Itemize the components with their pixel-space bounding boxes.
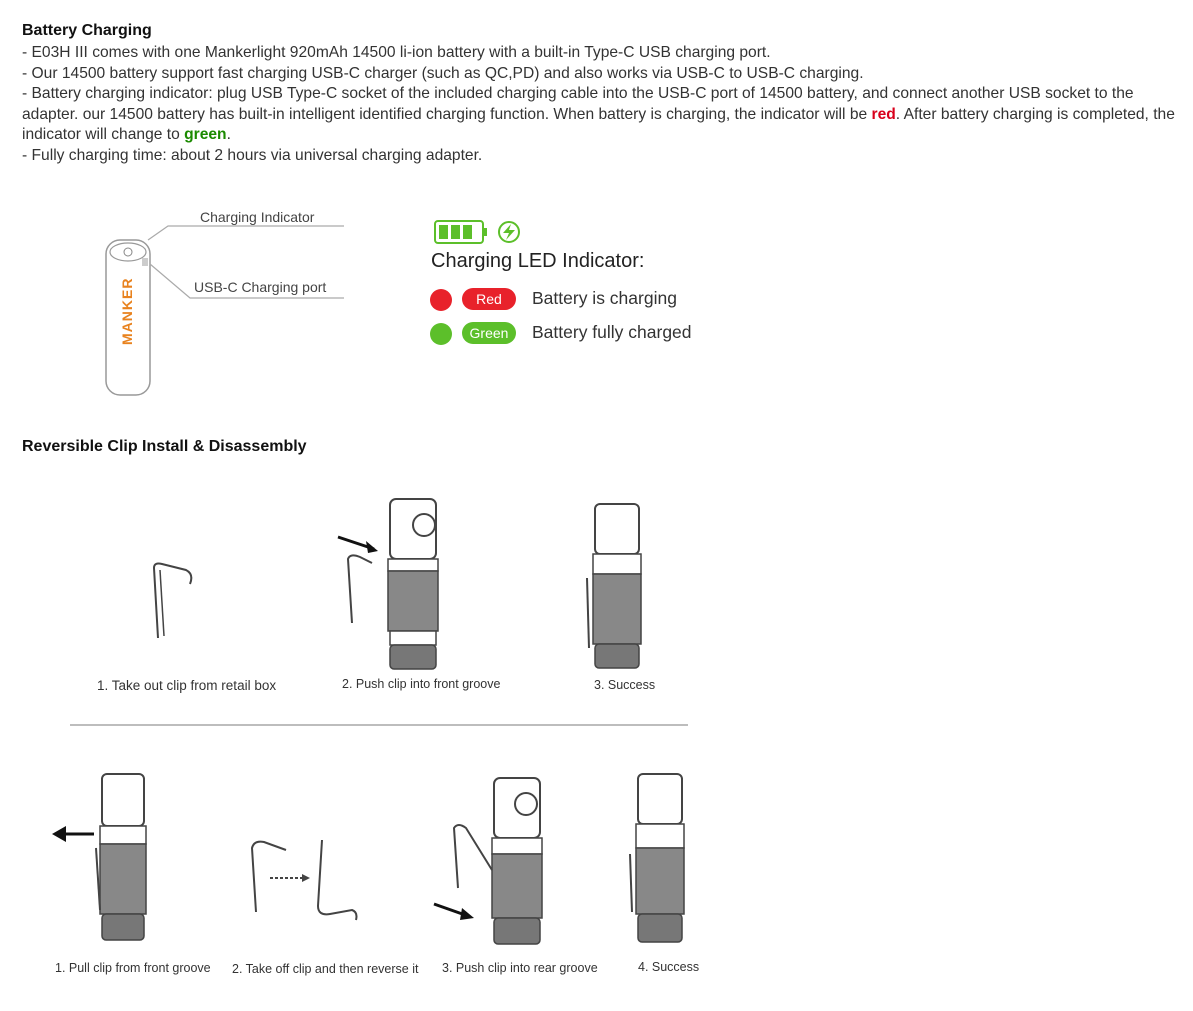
reverse-step-4: 4. Success <box>638 960 700 974</box>
headlamp-success-illustration <box>585 498 655 678</box>
section-divider <box>70 724 688 726</box>
label-usb-c-port: USB-C Charging port <box>194 279 327 295</box>
headlamp-final-success-illustration <box>628 770 698 950</box>
led-indicator-title: Charging LED Indicator: <box>431 250 645 272</box>
charging-line-3-b: . After battery charging is completed, the indicator will change to <box>22 105 1175 143</box>
label-charging-indicator: Charging Indicator <box>200 209 315 225</box>
clip-reverse-illustration <box>240 836 370 926</box>
install-step-2: 2. Push clip into front groove <box>342 677 501 691</box>
battery-charging-icon <box>434 219 524 245</box>
section-heading-clip: Reversible Clip Install & Disassembly <box>22 438 307 455</box>
reverse-step-1: 1. Pull clip from front groove <box>55 961 211 975</box>
green-status-text: Battery fully charged <box>532 322 692 342</box>
red-dot-icon <box>430 289 452 311</box>
install-step-1: 1. Take out clip from retail box <box>97 678 277 693</box>
charging-description <box>22 43 1182 166</box>
charging-line-2: - Our 14500 battery support fast charging USB-C charger (such as QC,PD) and also works via USB-C to USB-C charging. <box>22 64 864 82</box>
indicator-green-word: green <box>184 126 227 143</box>
charging-line-3-c: . <box>226 126 231 143</box>
clip-illustration <box>150 562 200 642</box>
charging-line-1: - E03H III comes with one Mankerlight 920mAh 14500 li-ion battery with a built-in Type-C USB charging port. <box>22 44 771 61</box>
green-dot-icon <box>430 323 452 345</box>
reverse-step-2: 2. Take off clip and then reverse it <box>232 962 419 976</box>
headlamp-pull-clip-illustration <box>50 770 160 950</box>
install-step-3: 3. Success <box>594 678 656 692</box>
red-status-text: Battery is charging <box>532 288 677 308</box>
charging-line-3 <box>22 84 1182 146</box>
charging-line-3-a: - Battery charging indicator: plug USB Type-C socket of the included charging cable into the USB-C port of 14500 battery, and connect another USB socket to the adapter. our 14500 battery has built-in intelligent identified charging function. When battery is charging, the indicator will be <box>22 85 1134 123</box>
green-badge: Green <box>462 322 516 344</box>
red-badge: Red <box>462 288 516 310</box>
headlamp-rear-groove-illustration <box>430 772 560 952</box>
section-heading-battery-charging: Battery Charging <box>22 22 152 39</box>
reverse-step-3: 3. Push clip into rear groove <box>442 961 598 975</box>
indicator-red-word: red <box>871 105 896 123</box>
headlamp-clip-install-illustration <box>330 495 470 675</box>
charging-line-4: - Fully charging time: about 2 hours via universal charging adapter. <box>22 146 483 164</box>
brand-logo <box>87 315 167 345</box>
